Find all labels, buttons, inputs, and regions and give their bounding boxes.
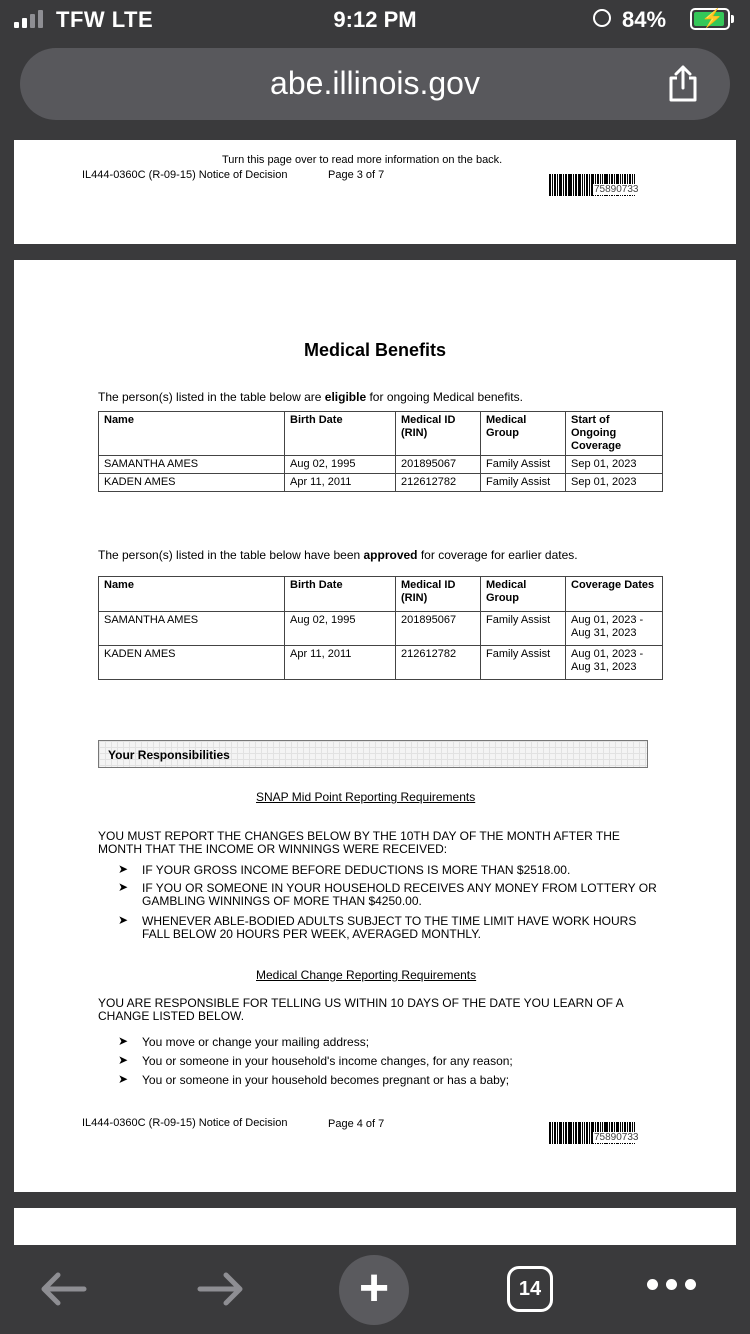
medical-intro: YOU ARE RESPONSIBLE FOR TELLING US WITHIN 10 DAYS OF THE DATE YOU LEARN OF A CHANGE LISTED BELOW. xyxy=(98,996,624,1023)
snap-heading: SNAP Mid Point Reporting Requirements xyxy=(256,790,476,804)
arrow-bullet-icon: ➤ xyxy=(118,862,129,876)
carrier-label: TFW LTE xyxy=(56,7,154,32)
rotation-lock-icon xyxy=(593,9,611,27)
new-tab-button[interactable]: + xyxy=(339,1255,409,1325)
eligible-table xyxy=(98,411,663,492)
section-title: Medical Benefits xyxy=(303,340,447,360)
form-id: IL444-0360C (R-09-15) Notice of Decision xyxy=(82,169,288,181)
arrow-bullet-icon: ➤ xyxy=(118,880,129,894)
battery-icon: ⚡ xyxy=(690,8,730,30)
approved-table xyxy=(98,576,663,680)
clock: 9:12 PM xyxy=(333,7,417,32)
arrow-bullet-icon: ➤ xyxy=(118,1034,129,1048)
browser-toolbar xyxy=(0,1245,750,1334)
arrow-bullet-icon: ➤ xyxy=(118,1072,129,1086)
table-row: SAMANTHA AMES Aug 02, 1995 201895067 Family Assist Sep 01, 2023 xyxy=(99,456,663,474)
forward-arrow-icon[interactable] xyxy=(196,1271,246,1307)
battery-percent: 84% xyxy=(622,7,667,32)
list-item: ➤ You or someone in your household becomes pregnant or has a baby; xyxy=(118,1072,510,1087)
table-row: SAMANTHA AMES Aug 02, 1995 201895067 Family Assist Aug 01, 2023 - Aug 31, 2023 xyxy=(99,612,663,646)
pdf-page-3 xyxy=(14,140,736,244)
responsibilities-header: Your Responsibilities xyxy=(98,740,648,768)
tabs-button[interactable]: 14 xyxy=(507,1266,553,1312)
table-header-row: Name Birth Date Medical ID (RIN) Medical Group Start of Ongoing Coverage xyxy=(99,412,663,456)
pdf-page-5 xyxy=(14,1208,736,1245)
barcode-number: 75890733 xyxy=(594,1132,639,1143)
page-number: Page 3 of 7 xyxy=(328,169,385,181)
table-header-row: Name Birth Date Medical ID (RIN) Medical Group Coverage Dates xyxy=(99,577,663,612)
list-item: ➤ IF YOU OR SOMEONE IN YOUR HOUSEHOLD RECEIVES ANY MONEY FROM LOTTERY OR GAMBLING WINNINGS OF MORE THAN $4250.00. xyxy=(118,880,657,908)
list-item: ➤ You or someone in your household's income changes, for any reason; xyxy=(118,1053,513,1068)
share-icon[interactable] xyxy=(665,64,701,104)
table-row: KADEN AMES Apr 11, 2011 212612782 Family Assist Sep 01, 2023 xyxy=(99,474,663,492)
back-arrow-icon[interactable] xyxy=(38,1271,88,1307)
snap-intro: YOU MUST REPORT THE CHANGES BELOW BY THE 10TH DAY OF THE MONTH AFTER THE MONTH THAT THE INCOME OR WINNINGS WERE RECEIVED: xyxy=(98,829,620,856)
page-number: Page 4 of 7 xyxy=(328,1118,385,1130)
status-bar xyxy=(0,0,750,40)
arrow-bullet-icon: ➤ xyxy=(118,1053,129,1067)
pdf-page-4 xyxy=(14,260,736,1192)
barcode xyxy=(549,1122,639,1144)
arrow-bullet-icon: ➤ xyxy=(118,913,129,927)
approved-intro: The person(s) listed in the table below have been approved for coverage for earlier dates. xyxy=(98,548,578,562)
list-item: ➤ WHENEVER ABLE-BODIED ADULTS SUBJECT TO THE TIME LIMIT HAVE WORK HOURS FALL BELOW 20 HOURS PER WEEK, AVERAGED MONTHLY. xyxy=(118,913,637,941)
table-row: KADEN AMES Apr 11, 2011 212612782 Family Assist Aug 01, 2023 - Aug 31, 2023 xyxy=(99,646,663,680)
medical-heading: Medical Change Reporting Requirements xyxy=(256,968,477,982)
form-id: IL444-0360C (R-09-15) Notice of Decision xyxy=(82,1117,288,1129)
url-text[interactable]: abe.illinois.gov xyxy=(270,65,480,101)
address-bar[interactable] xyxy=(20,48,730,120)
list-item: ➤ You move or change your mailing address; xyxy=(118,1034,370,1049)
barcode xyxy=(549,174,639,196)
barcode-number: 75890733 xyxy=(594,184,639,195)
list-item: ➤ IF YOUR GROSS INCOME BEFORE DEDUCTIONS IS MORE THAN $2518.00. xyxy=(118,862,571,877)
turn-over-note: Turn this page over to read more information on the back. xyxy=(222,154,503,166)
eligible-intro: The person(s) listed in the table below are eligible for ongoing Medical benefits. xyxy=(98,390,523,404)
document-viewer[interactable] xyxy=(0,140,750,1245)
more-icon[interactable] xyxy=(647,1279,696,1290)
